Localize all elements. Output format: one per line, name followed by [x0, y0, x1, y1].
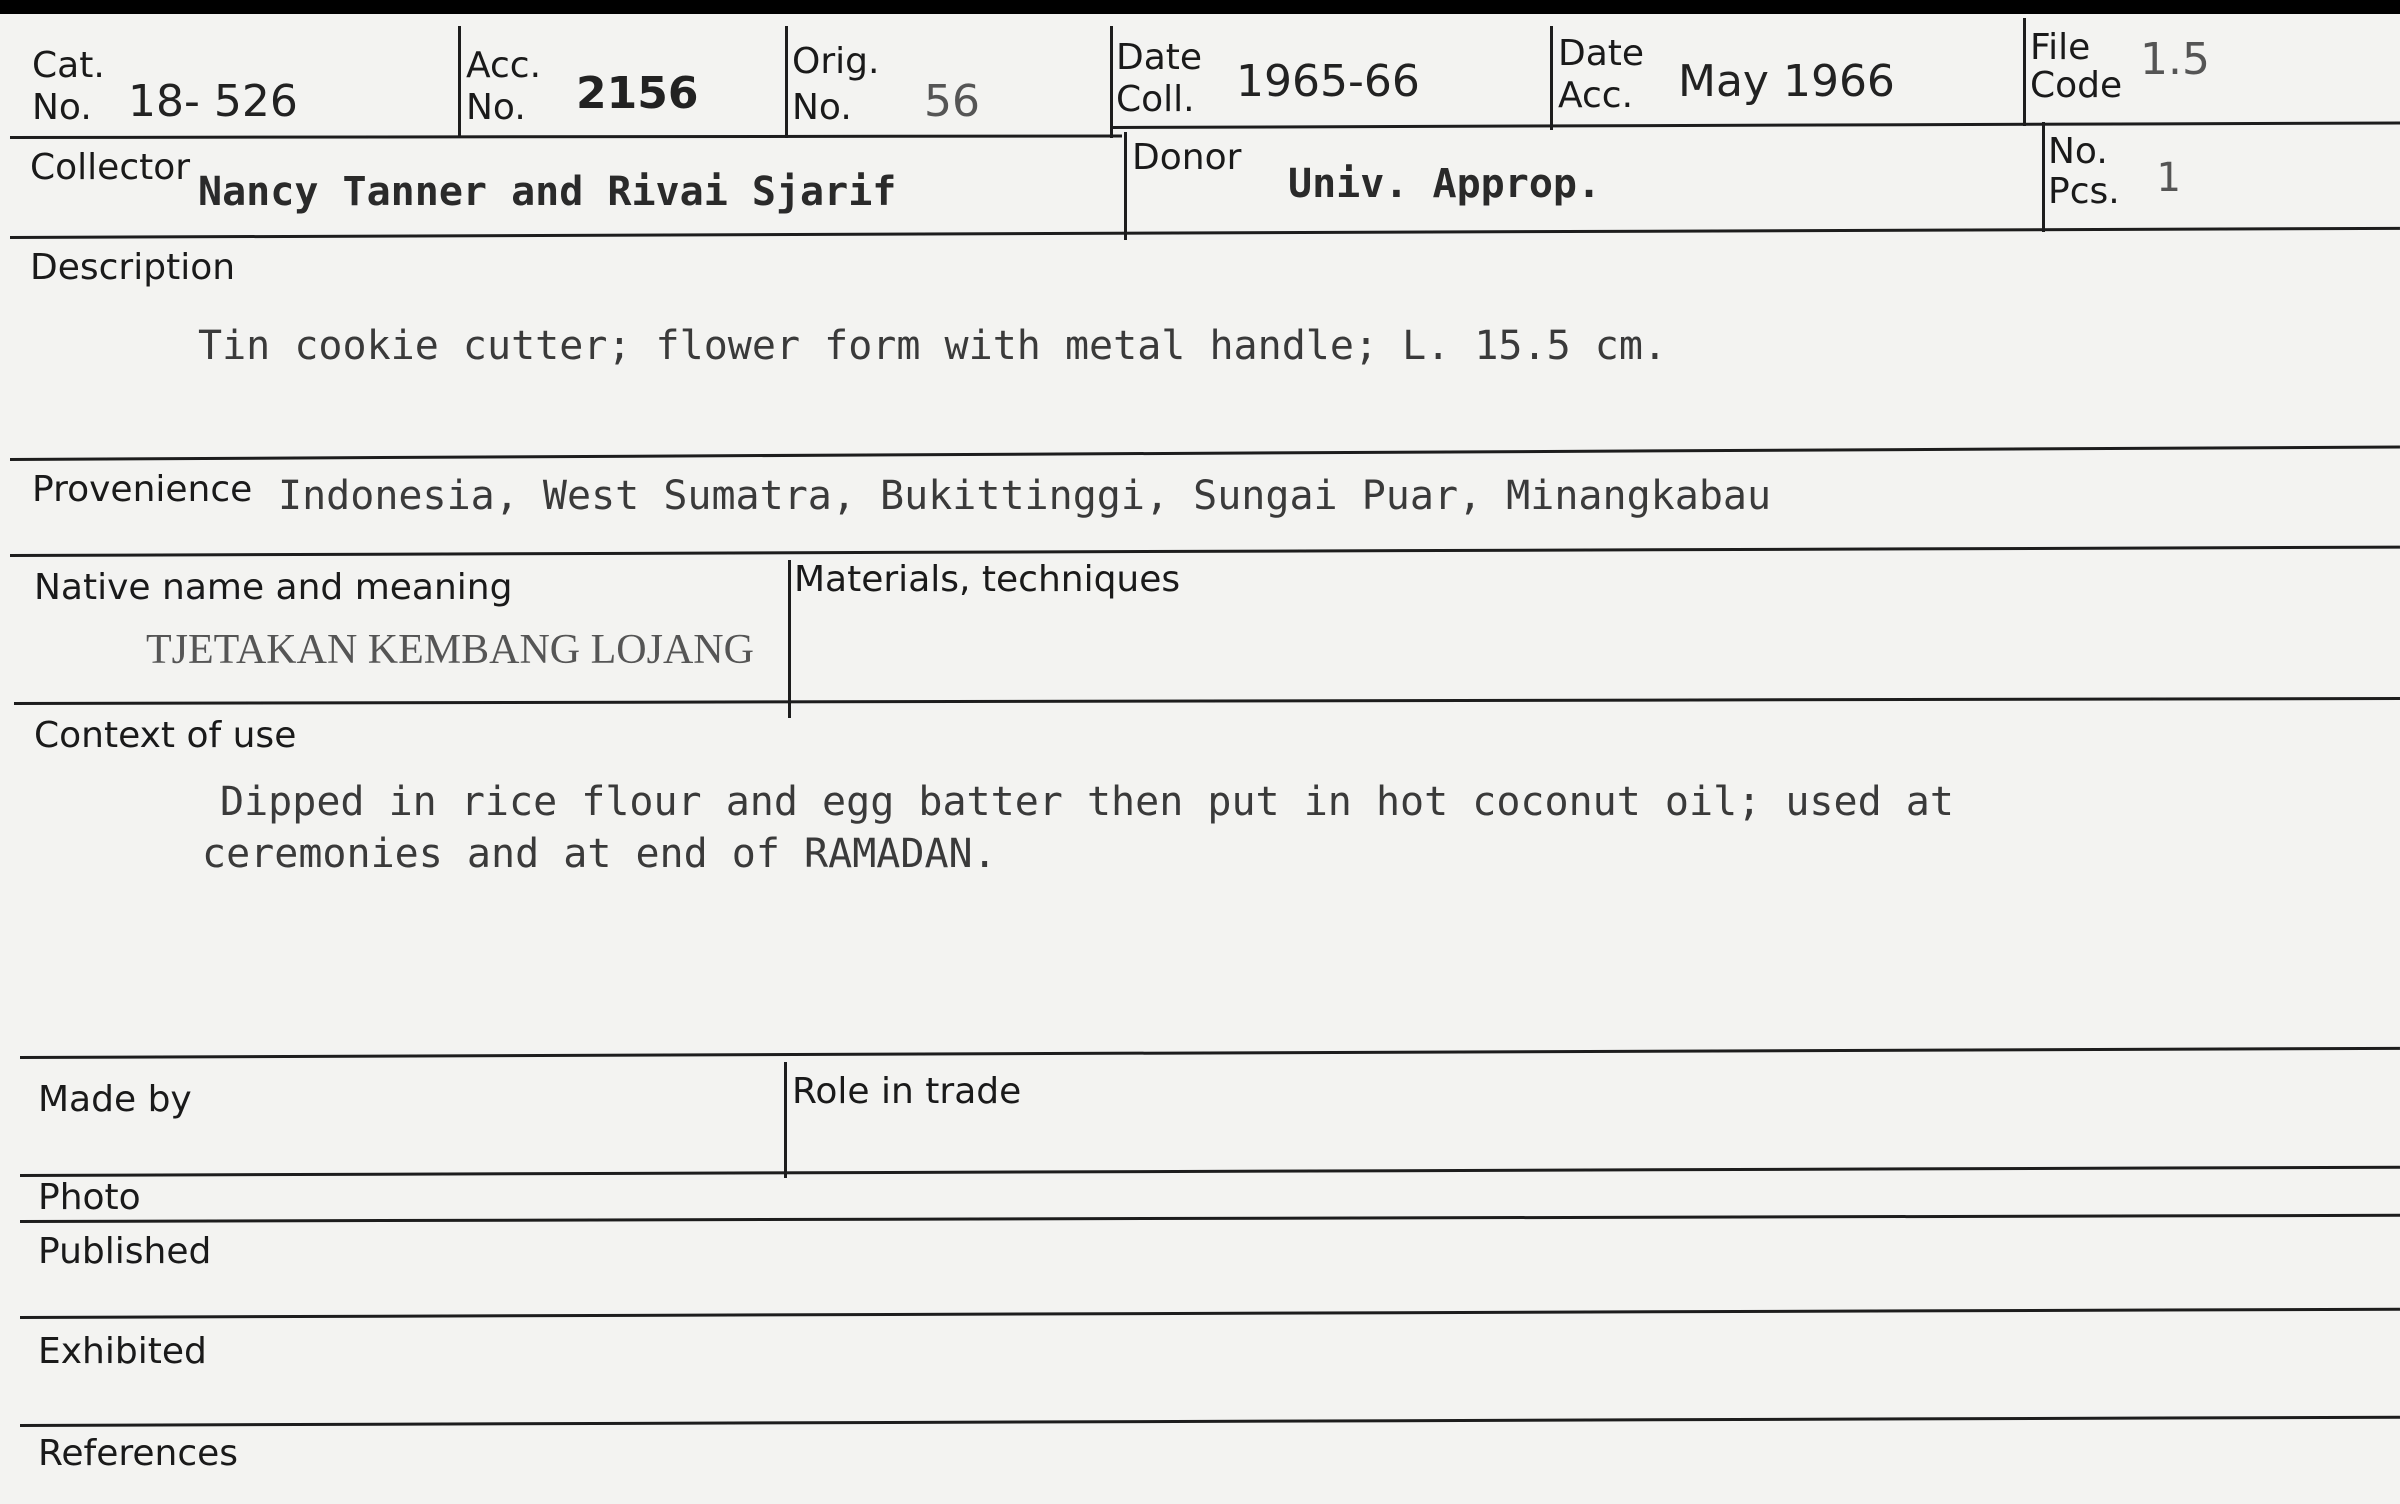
date-acc-label: Acc.	[1558, 75, 1634, 116]
date-acc-label: Date	[1558, 33, 1645, 74]
file-code-label: File	[2030, 27, 2091, 68]
collector-value: Nancy Tanner and Rivai Sjarif	[198, 169, 897, 215]
description-value: Tin cookie cutter; flower form with metal handle; L. 15.5 cm.	[198, 323, 1668, 369]
divider	[788, 560, 791, 718]
divider	[10, 134, 1122, 139]
pieces-label: No.	[2048, 131, 2108, 172]
divider	[1550, 26, 1553, 130]
divider	[784, 1062, 787, 1178]
divider	[10, 546, 2400, 557]
materials-label: Materials, techniques	[794, 559, 1181, 600]
divider	[2042, 122, 2045, 232]
divider	[10, 445, 2400, 461]
date-coll-label: Date	[1116, 37, 1203, 78]
context-label: Context of use	[34, 715, 297, 756]
published-label: Published	[38, 1231, 212, 1272]
pieces-value: 1	[2156, 155, 2181, 201]
acc-label: No.	[466, 87, 526, 128]
divider	[10, 227, 2400, 239]
exhibited-label: Exhibited	[38, 1331, 207, 1372]
divider	[20, 1047, 2400, 1059]
orig-label: Orig.	[792, 41, 880, 82]
divider	[1124, 132, 1127, 240]
divider	[458, 26, 461, 138]
acc-label: Acc.	[466, 45, 542, 86]
divider	[20, 1214, 2400, 1223]
divider	[14, 697, 2400, 705]
collector-label: Collector	[30, 147, 191, 188]
date-accessioned: May 1966	[1678, 56, 1895, 107]
date-coll-label: Coll.	[1116, 79, 1195, 120]
donor-value: Univ. Approp.	[1288, 161, 1602, 207]
acc-number: 2156	[576, 68, 699, 119]
provenience-value: Indonesia, West Sumatra, Bukittinggi, Sungai Puar, Minangkabau	[278, 473, 1772, 519]
divider	[20, 1308, 2400, 1319]
divider	[785, 26, 788, 138]
date-collected: 1965-66	[1236, 56, 1420, 107]
description-label: Description	[30, 247, 236, 288]
context-value-line: Dipped in rice flour and egg batter then put in hot coconut oil; used at	[220, 779, 1954, 825]
photo-label: Photo	[38, 1177, 141, 1218]
made-by-label: Made by	[38, 1079, 192, 1120]
role-in-trade-label: Role in trade	[792, 1071, 1022, 1112]
context-value-line: ceremonies and at end of RAMADAN.	[202, 831, 997, 877]
file-code: 1.5	[2140, 34, 2210, 85]
orig-number: 56	[924, 76, 980, 127]
references-label: References	[38, 1433, 239, 1474]
cat-number: 18- 526	[128, 76, 298, 127]
provenience-label: Provenience	[32, 469, 253, 510]
native-name-value: TJETAKAN KEMBANG LOJANG	[146, 627, 754, 673]
native-name-label: Native name and meaning	[34, 567, 513, 608]
divider	[1112, 122, 2400, 129]
file-code-label: Code	[2030, 65, 2123, 106]
cat-label: No.	[32, 87, 92, 128]
pieces-label: Pcs.	[2048, 171, 2120, 212]
donor-label: Donor	[1132, 137, 1242, 178]
cat-label: Cat.	[32, 45, 105, 86]
divider	[1110, 26, 1113, 138]
divider	[20, 1166, 2400, 1177]
catalog-card	[0, 14, 2400, 1504]
orig-label: No.	[792, 87, 852, 128]
divider	[20, 1416, 2400, 1427]
divider	[2023, 18, 2026, 126]
